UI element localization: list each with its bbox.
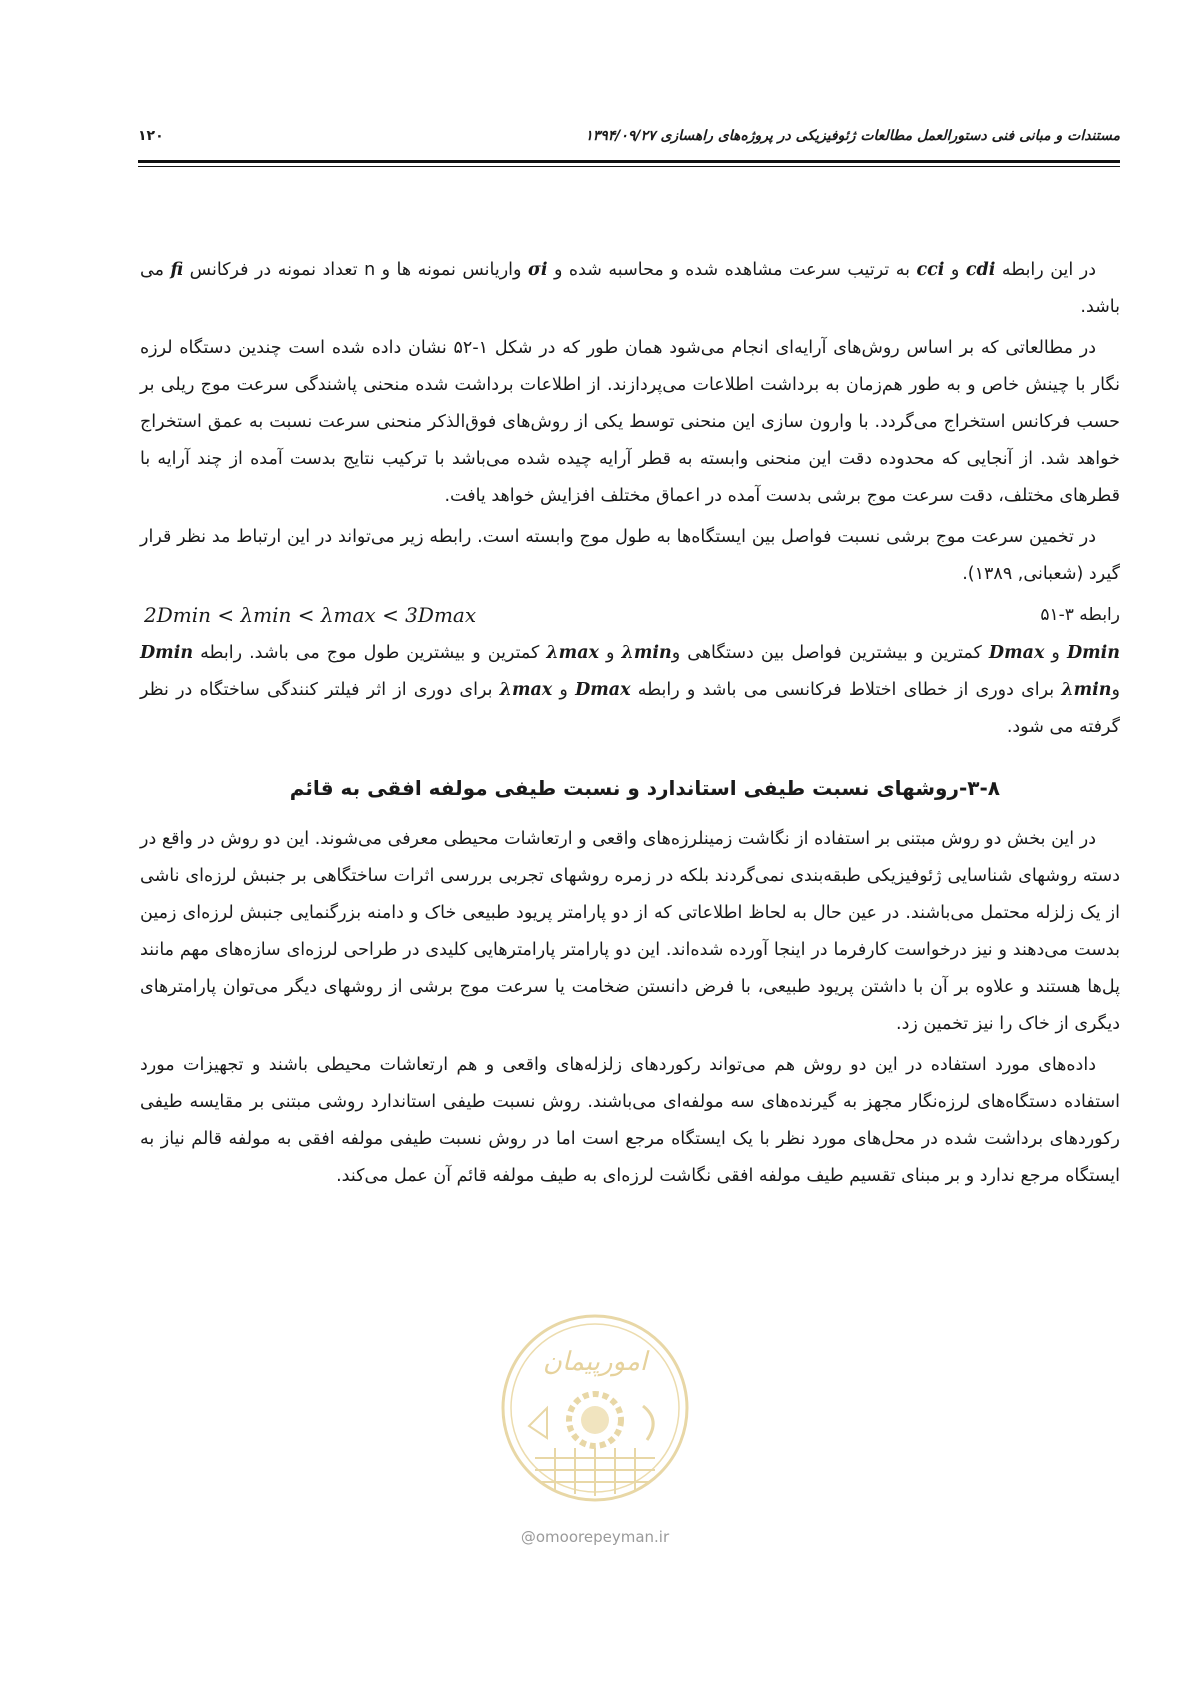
symbol-sigma: σi <box>527 260 548 280</box>
seal-logo-icon <box>495 1308 695 1508</box>
paragraph-5: در این بخش دو روش مبتنی بر استفاده از نگاشت زمینلرزه‌های واقعی و ارتعاشات محیطی معرفی می‌شوند. این دو روش در واقع در دسته روشهای شناسایی ژئوفیزیکی طبقه‌بندی نمی‌گردند بلکه در زمره روشهای تجربی بررسی اثرات ساختگاهی بر جنبش لرزه‌ای ناشی از یک زلزله محتمل می‌باشند. در عین حال به لحاظ اطلاعاتی که از دو پارامتر پریود طبیعی خاک و دامنه بزرگنمایی جنبش لرزه‌ای زمین بدست می‌دهند و نیز درخواست کارفرما در اینجا آورده شده‌اند. این دو پارامتر پارامترهایی کلیدی در طراحی لرزه‌ای سازه‌های مهم مانند پل‌ها هستند و علاوه بر آن با داشتن پریود طبیعی، با فرض دانستن ضخامت یا سرعت موج برشی از روشهای دیگر می‌توان پارامترهای دیگری از خاک را نیز تخمین زد. <box>140 829 1120 1034</box>
equation-label: رابطه ۳-۵۱ <box>1040 605 1120 625</box>
page-header <box>138 128 1120 154</box>
seal-logo-text: امورپیمان <box>542 1347 648 1377</box>
main-text <box>140 252 1120 1199</box>
watermark-url: @omoorepeyman.ir <box>520 1528 670 1546</box>
symbol-lambda-min: λmin <box>621 643 672 663</box>
symbol-cci: cci <box>916 260 945 280</box>
paragraph-3: در تخمین سرعت موج برشی نسبت فواصل بین ایستگاه‌ها به طول موج وابسته است. رابطه زیر می‌تواند در این ارتباط مد نظر قرار گیرد (شعبانی, ۱۳۸۹). <box>140 527 1120 584</box>
paragraph-1: در این رابطه cdi و cci به ترتیب سرعت مشاهده شده و محاسبه شده و σi واریانس نمونه ها و n تعداد نمونه در فرکانس fi می باشد. <box>140 260 1120 317</box>
paragraph-4: Dmin و Dmax کمترین و بیشترین فواصل بین دستگاهی وλmin و λmax کمترین و بیشترین طول موج می باشد. رابطه Dmin وλmin برای دوری از خطای اختلاط فرکانسی می باشد و رابطه Dmax و λmax برای دوری از اثر فیلتر کنندگی ساختگاه در نظر گرفته می شود. <box>140 643 1121 737</box>
symbol-dmax: Dmax <box>575 680 631 700</box>
at-icon: @ <box>520 1528 536 1546</box>
symbol-dmin: Dmin <box>140 643 194 663</box>
equation-formula: 2Dmin < λmin < λmax < 3Dmax <box>144 603 477 627</box>
page-number: ۱۲۰ <box>138 128 164 144</box>
header-rule-thick <box>138 160 1120 163</box>
paragraph-6: داده‌های مورد استفاده در این دو روش هم می‌تواند رکوردهای زلزله‌های واقعی و هم ارتعاشات محیطی باشند و تجهیزات مورد استفاده دستگاه‌های لرزه‌نگار مجهز به گیرنده‌های سه مولفه‌ای می‌باشند. روش نسبت طیفی استاندارد روشی مبتنی بر مقایسه طیفی رکوردهای برداشت شده در محل‌های مورد نظر با یک ایستگاه مرجع است اما در روش نسبت طیفی مولفه افقی به مولفه قالم نیاز به ایستگاه مرجع ندارد و بر مبنای تقسیم طیف مولفه افقی نگاشت لرزه‌ای به طیف مولفه قائم آن عمل می‌کند. <box>140 1055 1120 1186</box>
seal-logo-svg <box>495 1308 695 1508</box>
symbol-dmin: Dmin <box>1066 643 1121 663</box>
symbol-cdi: cdi <box>965 260 996 280</box>
header-rule-thin <box>138 166 1120 167</box>
symbol-lambda-max: λmax <box>546 643 599 663</box>
symbol-lambda-max: λmax <box>499 680 553 700</box>
symbol-dmax: Dmax <box>988 643 1045 663</box>
symbol-f: fi <box>170 260 184 280</box>
paragraph-2: در مطالعاتی که بر اساس روش‌های آرایه‌ای انجام می‌شود همان طور که در شکل ۱-۵۲ نشان داده شده است چندین دستگاه لرزه نگار با چینش خاص و به طور هم‌زمان به برداشت اطلاعات می‌پردازند. از اطلاعات برداشت شده منحنی پاشندگی سرعت موج ریلی بر حسب فرکانس استخراج می‌گردد. با وارون سازی این منحنی توسط یکی از روش‌های فوق‌الذکر منحنی سرعت نسبت به عمق استخراج خواهد شد. از آنجایی که محدوده دقت این منحنی وابسته به قطر آرایه چیده شده می‌باشد با ترکیب نتایج بدست آمده از چند آرایه با قطرهای مختلف، دقت سرعت موج برشی بدست آمده در اعماق مختلف افزایش خواهد یافت. <box>140 338 1120 506</box>
symbol-lambda-min: λmin <box>1061 680 1112 700</box>
section-heading: ۳-۸-روشهای نسبت طیفی استاندارد و نسبت طیفی مولفه افقی به قائم <box>289 776 1000 800</box>
running-title: مستندات و مبانی فنی دستورالعمل مطالعات ژئوفیزیکی در پروژه‌های راهسازی ۱۳۹۴/۰۹/۲۷ <box>585 128 1120 144</box>
equation-row <box>140 597 1120 631</box>
